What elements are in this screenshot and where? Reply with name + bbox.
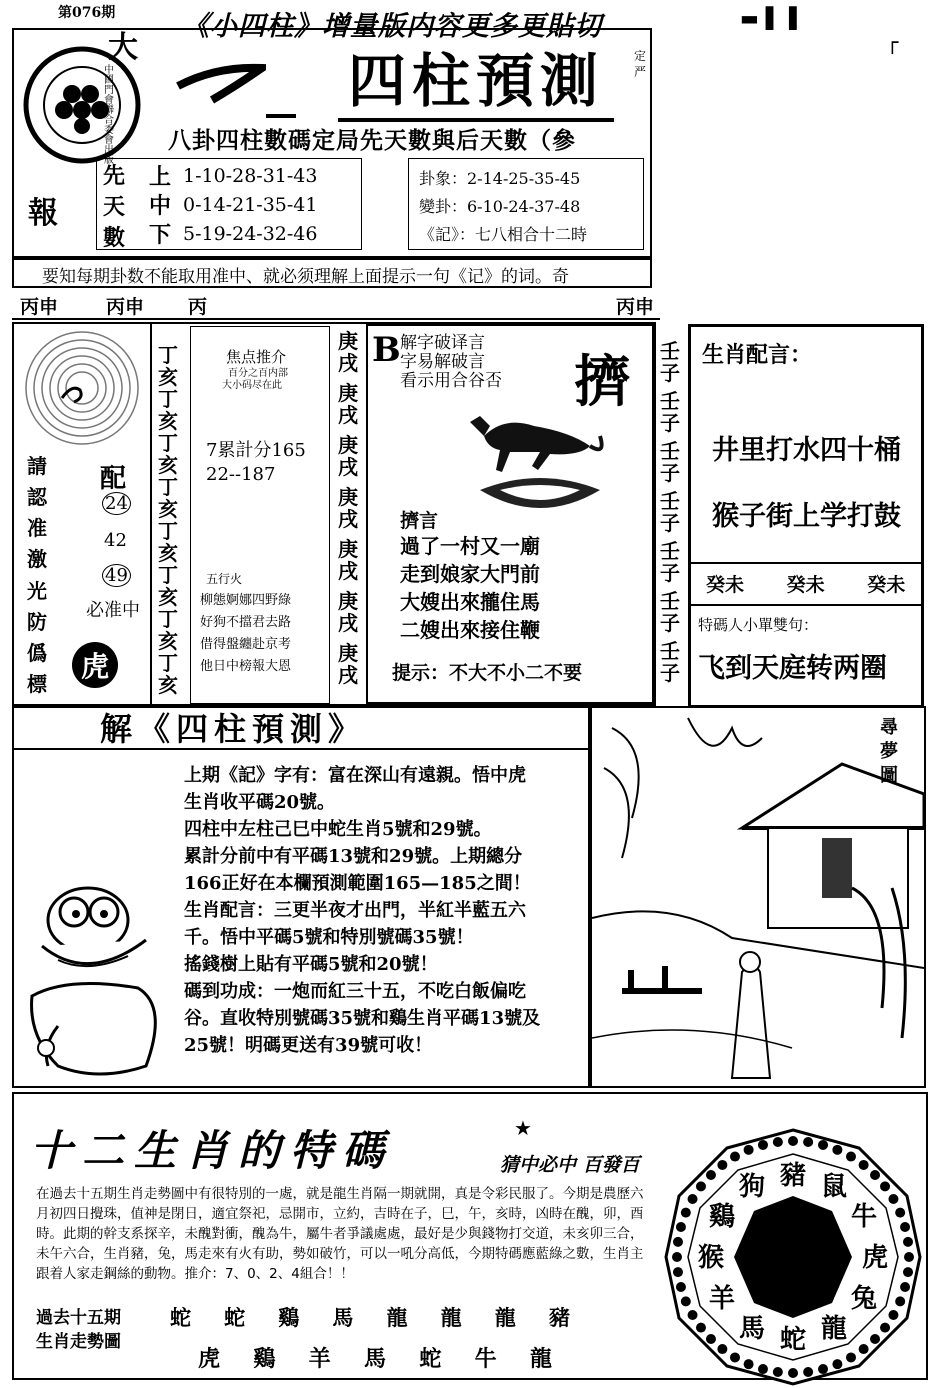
renzi-cell: 壬子 bbox=[660, 389, 680, 435]
renzi-cell: 壬子 bbox=[660, 489, 680, 535]
tian-row-key: 中 bbox=[149, 193, 172, 219]
title-side-small bbox=[634, 48, 646, 80]
trend-cell: 羊 bbox=[308, 1347, 331, 1372]
tian-row-lower bbox=[149, 219, 317, 248]
wheel-dot bbox=[888, 1310, 898, 1320]
article-line: 生肖收平碼20號。 bbox=[184, 792, 336, 813]
riddle-poem bbox=[400, 532, 540, 644]
tian-rows bbox=[149, 161, 317, 248]
focus-wuxing: 五行火 bbox=[206, 572, 243, 586]
wheel-dot bbox=[688, 1194, 698, 1204]
article-line: 碼到功成：一炮而紅三十五，不吃白飯偏吃 bbox=[184, 981, 526, 1002]
wheel-animal-label: 馬 bbox=[738, 1314, 766, 1345]
seal-text: 中國門會聯合委會出版 bbox=[104, 65, 114, 166]
wheel-dot bbox=[895, 1208, 905, 1218]
focus-poem-line: 借得盤纏赴京考 bbox=[200, 637, 292, 652]
dinghai-list bbox=[158, 344, 188, 696]
renzi-list bbox=[660, 340, 686, 690]
renzi-cell: 壬子 bbox=[660, 339, 680, 385]
riddle-big-char: 擠 bbox=[574, 350, 630, 415]
wheel-dot bbox=[788, 1136, 798, 1146]
zodiac-divider-2 bbox=[690, 604, 922, 606]
renzi-cell: 壬子 bbox=[660, 439, 680, 485]
wheel-dot bbox=[717, 1344, 727, 1354]
wheel-dot bbox=[818, 1140, 828, 1150]
wheel-dot bbox=[859, 1160, 869, 1170]
side-char-bottom: 報 bbox=[28, 196, 58, 231]
verify-column bbox=[24, 456, 50, 694]
wheel-dot bbox=[773, 1137, 783, 1147]
trend-row-1 bbox=[170, 1302, 570, 1332]
pei-num-1: 24 bbox=[102, 492, 131, 515]
bing-1: 丙申 bbox=[20, 296, 59, 318]
jie-title: 解《四柱預測》 bbox=[100, 710, 367, 748]
tian-side-3: 數 bbox=[103, 225, 126, 251]
wheel-animal-label: 豬 bbox=[779, 1161, 807, 1191]
gua-line-1: 卦象：2-14-25-35-45 bbox=[419, 169, 581, 188]
wheel-dot bbox=[730, 1352, 740, 1362]
bing-3: 丙 bbox=[188, 296, 208, 318]
spiral-graphic bbox=[22, 328, 142, 448]
wheel-animal-label: 猴 bbox=[697, 1243, 725, 1273]
trend-cell: 馬 bbox=[332, 1306, 354, 1330]
wheel-animal-label: 狗 bbox=[738, 1171, 766, 1202]
zodiac-words-title: 生肖配言： bbox=[702, 343, 813, 368]
riddle-poem-line: 二嫂出來接住鞭 bbox=[400, 618, 540, 642]
trend-cell: 蛇 bbox=[419, 1347, 442, 1372]
bing-4: 丙申 bbox=[616, 296, 655, 318]
trend-cell: 馬 bbox=[363, 1347, 386, 1372]
gengxu-cell: 庚戌 bbox=[338, 641, 358, 687]
gengxu-cell: 庚戌 bbox=[338, 433, 358, 479]
subtitle: 八卦四柱數碼定局先天數與后天數（參 bbox=[168, 128, 576, 154]
pei-num-2: 42 bbox=[104, 530, 127, 551]
wheel-dot bbox=[758, 1140, 768, 1150]
focus-poem bbox=[200, 590, 291, 678]
focus-title: 焦点推介 bbox=[226, 348, 287, 366]
verify-char: 激 bbox=[27, 547, 47, 572]
gua-line-3: 《記》：七八相合十二時 bbox=[419, 225, 588, 244]
wheel-dot bbox=[880, 1323, 890, 1333]
riddle-line: 字易解破言 bbox=[400, 352, 485, 372]
wheel-dot bbox=[859, 1344, 869, 1354]
trend-cell: 鷄 bbox=[253, 1347, 276, 1372]
wheel-dot bbox=[696, 1181, 706, 1191]
wheel-animal-label: 鷄 bbox=[708, 1202, 735, 1232]
dinghai-cell: 丁亥 bbox=[158, 475, 178, 521]
wheel-dot bbox=[672, 1252, 682, 1262]
renzi-cell: 壬子 bbox=[660, 589, 680, 635]
wheel-dot bbox=[832, 1145, 842, 1155]
gengxu-cell: 庚戌 bbox=[338, 537, 358, 583]
tian-side bbox=[103, 159, 133, 251]
riddle-tag: B bbox=[372, 330, 401, 370]
wheel-dot bbox=[900, 1282, 910, 1292]
wheel-dot bbox=[706, 1170, 716, 1180]
side-char-top: 大 bbox=[108, 30, 138, 65]
focus-sub-2: 大小码尽在此 bbox=[222, 380, 282, 391]
verify-char: 請 bbox=[27, 454, 47, 478]
renzi-cell: 壬子 bbox=[660, 539, 680, 585]
pei-num-3: 49 bbox=[102, 564, 131, 587]
trend-label-1: 過去十五期 bbox=[36, 1308, 121, 1328]
trend-cell: 龍 bbox=[440, 1306, 462, 1330]
wheel-dot bbox=[706, 1334, 716, 1344]
zodiac-divider-1 bbox=[690, 562, 922, 564]
picture-caption bbox=[880, 716, 902, 788]
trend-label bbox=[36, 1306, 121, 1354]
focus-sub-1: 百分之百内部 bbox=[228, 368, 288, 379]
article-line: 谷。直收特別號碼35號和鷄生肖平碼13號及 bbox=[184, 1008, 541, 1029]
wheel-dot bbox=[870, 1170, 880, 1180]
wheel-dot bbox=[903, 1237, 913, 1247]
wheel-animal-label: 虎 bbox=[861, 1243, 889, 1273]
tema-text: 飞到天庭转两圈 bbox=[698, 653, 887, 684]
article-line: 千。悟中平碼5號和特別號碼35號！ bbox=[184, 927, 474, 948]
focus-score-2: 22--187 bbox=[206, 464, 276, 485]
cartoon-frog bbox=[18, 876, 182, 1086]
wheel-dot bbox=[803, 1137, 813, 1147]
pei-char: 配 bbox=[100, 464, 127, 494]
focus-score-1: 7累計分165 bbox=[206, 440, 306, 461]
riddle-line: 解字破译言 bbox=[400, 333, 485, 353]
wheel-dot bbox=[880, 1181, 890, 1191]
article-line: 四柱中左柱己巳中蛇生肖5號和29號。 bbox=[184, 819, 492, 840]
wheel-animal-label: 兔 bbox=[851, 1284, 878, 1314]
wheel-dot bbox=[681, 1296, 691, 1306]
gengxu-list bbox=[338, 330, 364, 694]
publisher-seal bbox=[20, 44, 144, 166]
gengxu-cell: 庚戌 bbox=[338, 485, 358, 531]
bottom-paragraph: 在過去十五期生肖走勢圖中有很特別的一處，就是龍生肖隔一期就開，真是令彩民服了。今期是農歷六月初四日攪珠，值神是閉日，適宜祭祀，忌開市，立約，吉時在子，巳，午，亥時，凶時在醜，卯，酉時。此期的幹支系探辛，未醜對衝，醜為牛，屬牛者爭議處處，最好是少與錢物打交道，未亥卯三合，未午六合，生肖豬，兔，馬走來有火有助，勢如破竹，可以一吼分高低，今期特碼應藍綠之數，生肖主跟着人家走鋼絲的動物。推介：7、0、2、4組合！！ bbox=[36, 1186, 644, 1282]
landscape-illustration bbox=[592, 708, 924, 1086]
wheel-animal-label: 龍 bbox=[820, 1314, 848, 1345]
wheel-animal-label: 蛇 bbox=[779, 1325, 807, 1355]
article-line: 累計分前中有平碼13號和29號。上期總分 bbox=[184, 846, 523, 867]
picture-frame bbox=[590, 706, 926, 1088]
gengxu-cell: 庚戌 bbox=[338, 329, 358, 375]
verify-char: 防 bbox=[27, 609, 47, 634]
wheel-dot bbox=[676, 1222, 686, 1232]
article-line: 上期《記》字有：富在深山有遠親。悟中虎 bbox=[184, 765, 526, 786]
tiger-badge-text: 虎 bbox=[80, 650, 109, 683]
article-body bbox=[184, 762, 584, 1059]
zodiac-words-line1: 井里打水四十桶 bbox=[712, 435, 901, 466]
bizhun-label: 必准中 bbox=[86, 600, 140, 621]
trend-cell: 牛 bbox=[474, 1347, 497, 1372]
riddle-poem-line: 過了一村又一廟 bbox=[400, 534, 540, 558]
bing-2: 丙申 bbox=[106, 296, 145, 318]
wheel-dot bbox=[895, 1296, 905, 1306]
notice-bar bbox=[12, 258, 652, 288]
wheel-dot bbox=[846, 1152, 856, 1162]
dinghai-divider bbox=[150, 322, 152, 706]
bottom-slogan: 猜中必中 百發百 bbox=[500, 1154, 640, 1176]
trend-cell: 蛇 bbox=[224, 1306, 246, 1330]
trend-cell: 鷄 bbox=[278, 1306, 300, 1330]
wheel-dot bbox=[818, 1364, 828, 1374]
gengxu-cell: 庚戌 bbox=[338, 589, 358, 635]
wheel-dot bbox=[744, 1145, 754, 1155]
focus-poem-line: 好狗不擋君去路 bbox=[200, 615, 292, 630]
brush-stroke bbox=[176, 56, 266, 106]
article-line: 166正好在本欄預測範圍165—185之間！ bbox=[184, 873, 531, 894]
wheel-dot bbox=[803, 1367, 813, 1377]
dinghai-cell: 丁亥 bbox=[158, 387, 178, 433]
wheel-dot bbox=[846, 1352, 856, 1362]
dinghai-cell: 丁亥 bbox=[158, 431, 178, 477]
wheel-dot bbox=[903, 1267, 913, 1277]
gua-block bbox=[408, 158, 644, 250]
trend-cell: 虎 bbox=[198, 1347, 221, 1372]
article-line: 生肖配言：三更半夜才出門，半紅半藍五六 bbox=[184, 900, 526, 921]
trend-cell: 龍 bbox=[494, 1306, 516, 1330]
trend-cell: 豬 bbox=[548, 1306, 570, 1330]
focus-poem-line: 他日中榜報大恩 bbox=[200, 659, 292, 674]
wheel-dot bbox=[758, 1364, 768, 1374]
riddle-title: 擠言 bbox=[400, 510, 439, 532]
tian-row-key: 下 bbox=[149, 222, 172, 248]
tian-block bbox=[96, 158, 362, 250]
renzi-cell: 壬子 bbox=[660, 639, 680, 685]
wheel-dot bbox=[730, 1152, 740, 1162]
dinghai-cell: 丁亥 bbox=[158, 607, 178, 653]
tian-row-middle bbox=[149, 190, 317, 219]
dinghai-cell: 丁亥 bbox=[158, 343, 178, 389]
guiwei-cell: 癸未 bbox=[786, 574, 825, 596]
wheel-animal-label: 鼠 bbox=[820, 1171, 848, 1202]
zodiac-wheel bbox=[662, 1126, 924, 1388]
dinghai-cell: 丁亥 bbox=[158, 563, 178, 609]
wheel-dot bbox=[870, 1334, 880, 1344]
riddle-hint: 提示：不大不小二不要 bbox=[392, 662, 583, 684]
article-line: 25號！明碼更送有39號可收！ bbox=[184, 1035, 433, 1056]
gengxu-cell: 庚戌 bbox=[338, 381, 358, 427]
issue-label: 第076期 bbox=[58, 5, 116, 21]
wheel-dot bbox=[888, 1194, 898, 1204]
tian-side-2: 天 bbox=[103, 194, 126, 220]
trend-cell: 龍 bbox=[529, 1347, 552, 1372]
picture-caption-text: 尋夢圖 bbox=[880, 717, 898, 786]
wheel-dot bbox=[688, 1310, 698, 1320]
wheel-dot bbox=[904, 1252, 914, 1262]
gua-line-2: 變卦：6-10-24-37-48 bbox=[419, 197, 581, 216]
riddle-line: 看示用合谷否 bbox=[400, 371, 502, 391]
page-title: 四柱預測 bbox=[338, 34, 614, 122]
wheel-dot bbox=[676, 1282, 686, 1292]
wheel-dot bbox=[681, 1208, 691, 1218]
wheel-dot bbox=[673, 1267, 683, 1277]
tema-label: 特碼人小單雙句： bbox=[698, 616, 819, 634]
tian-row-key: 上 bbox=[149, 164, 172, 190]
dinghai-cell: 丁亥 bbox=[158, 651, 178, 697]
tian-row-value: 0-14-21-35-41 bbox=[183, 193, 318, 216]
guiwei-cell: 癸未 bbox=[867, 574, 906, 596]
wheel-dot bbox=[717, 1160, 727, 1170]
wheel-animal-label: 羊 bbox=[708, 1284, 735, 1314]
tian-row-value: 1-10-28-31-43 bbox=[183, 164, 318, 187]
bing-row bbox=[12, 290, 660, 320]
focus-poem-line: 柳態婀娜四野綠 bbox=[200, 593, 292, 608]
verify-char: 僞 bbox=[27, 640, 47, 665]
wheel-dot bbox=[744, 1359, 754, 1369]
guiwei-cell: 癸未 bbox=[706, 574, 745, 596]
wheel-dot bbox=[773, 1367, 783, 1377]
tian-row-value: 5-19-24-32-46 bbox=[183, 222, 318, 245]
dash-mark bbox=[266, 114, 296, 118]
star-icon: ★ bbox=[514, 1116, 532, 1140]
verify-char: 准 bbox=[27, 516, 47, 541]
verify-char: 標 bbox=[27, 671, 47, 696]
zodiac-words-line2: 猴子街上学打鼓 bbox=[712, 501, 901, 532]
trend-cell: 蛇 bbox=[170, 1306, 191, 1330]
wheel-dot bbox=[832, 1359, 842, 1369]
wheel-animal-label: 牛 bbox=[851, 1202, 878, 1232]
wheel-dot bbox=[788, 1368, 798, 1378]
riddle-poem-line: 大嫂出來攏住馬 bbox=[400, 590, 540, 614]
guiwei-row bbox=[706, 570, 905, 597]
notice-text: 要知每期卦数不能取用准中、就必须理解上面提示一句《记》的词。奇 bbox=[42, 267, 569, 287]
wheel-dot bbox=[696, 1323, 706, 1333]
wheel-dot bbox=[900, 1222, 910, 1232]
dinghai-cell: 丁亥 bbox=[158, 519, 178, 565]
verify-char: 光 bbox=[27, 578, 47, 603]
header-banner: 《小四柱》增量版内容更多更貼切 bbox=[182, 11, 602, 42]
tian-row-upper bbox=[149, 161, 317, 190]
trend-row-2 bbox=[198, 1342, 552, 1373]
riddle-lines bbox=[400, 334, 502, 391]
wheel-dot bbox=[673, 1237, 683, 1247]
title-side-small-1: 定 bbox=[634, 49, 647, 63]
verify-char: 認 bbox=[27, 485, 47, 510]
dog-illustration bbox=[440, 386, 610, 526]
riddle-poem-line: 走到娘家大門前 bbox=[400, 562, 540, 586]
trend-label-2: 生肖走勢圖 bbox=[36, 1332, 121, 1352]
bottom-title: 十二生肖的特碼 bbox=[30, 1126, 395, 1175]
title-side-small-2: 严 bbox=[634, 65, 647, 79]
tian-side-1: 先 bbox=[103, 163, 126, 189]
article-line: 搖錢樹上貼有平碼5號和20號！ bbox=[184, 954, 438, 975]
renzi-divider bbox=[654, 322, 656, 706]
tiger-badge bbox=[72, 642, 118, 688]
trend-cell: 龍 bbox=[386, 1306, 408, 1330]
top-right-marks: ▬ ▌▐ ┌ bbox=[740, 6, 899, 54]
